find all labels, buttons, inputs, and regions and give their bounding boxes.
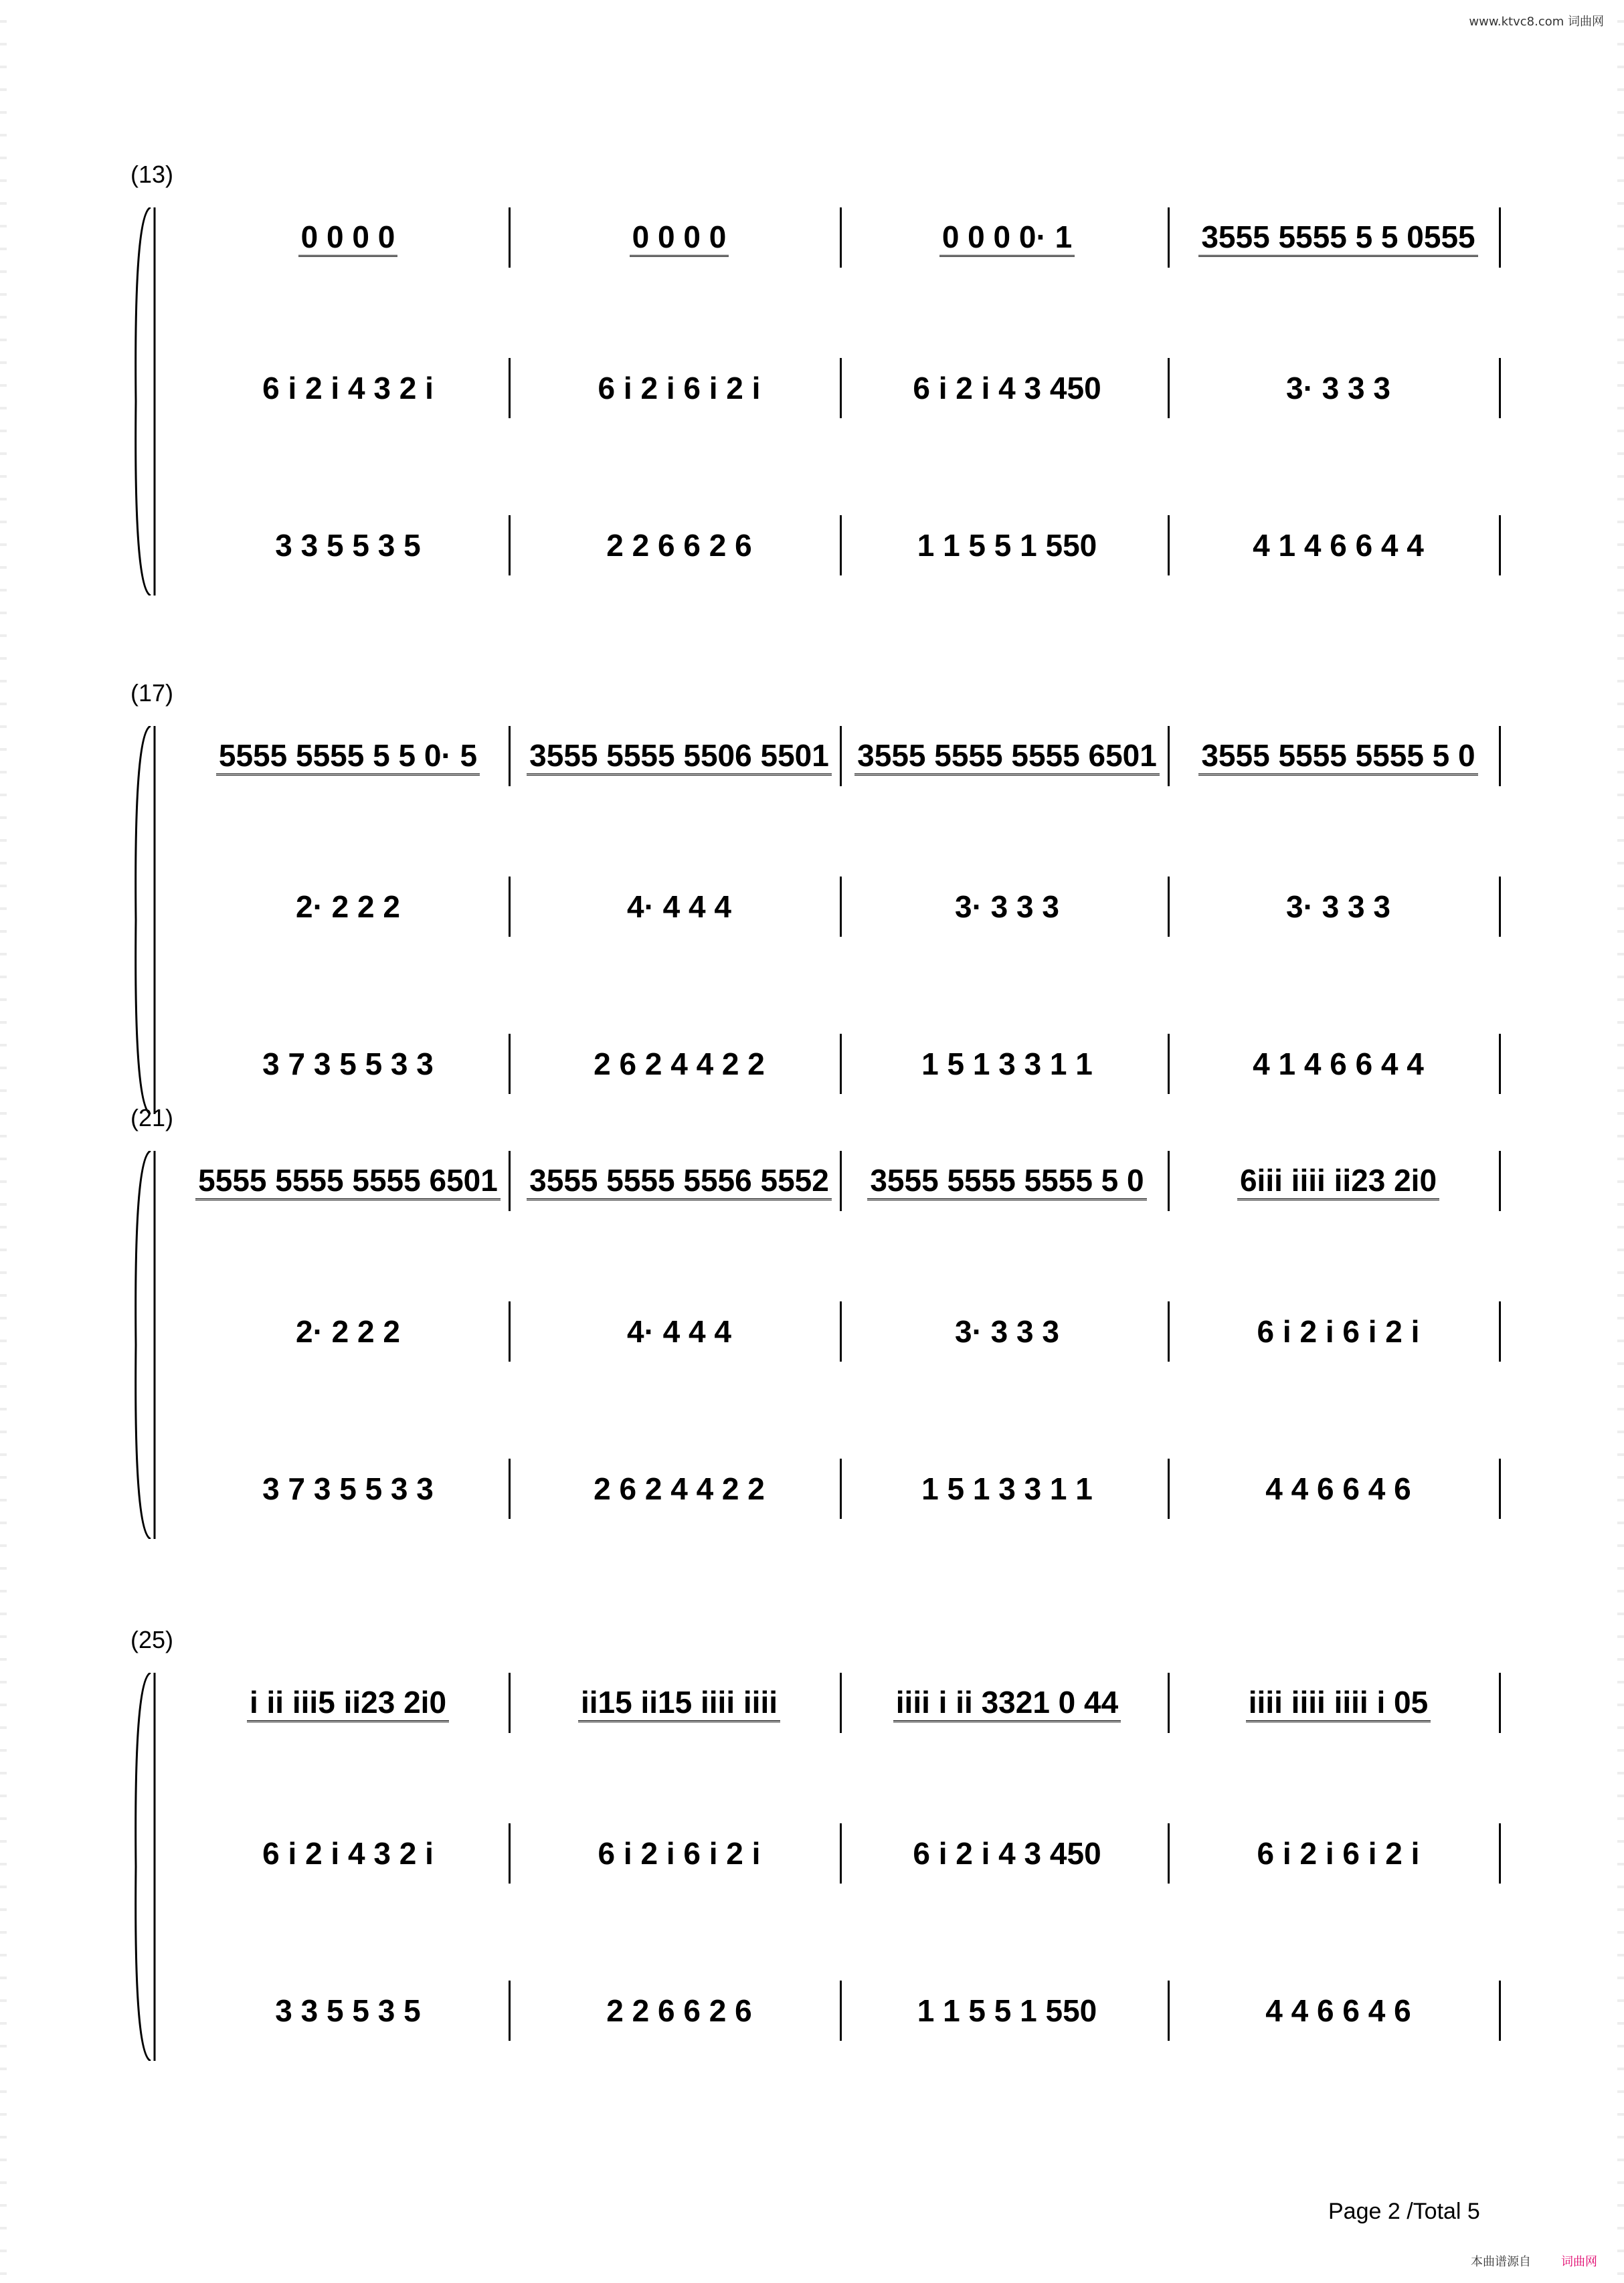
measure xyxy=(846,522,1168,569)
lower-staff xyxy=(187,1040,1485,1087)
notes: 4· 4 4 4 xyxy=(627,1314,731,1349)
system-number: (25) xyxy=(130,1626,174,1653)
barline xyxy=(840,1151,842,1211)
notes: 3555 5555 5 5 0555 xyxy=(1198,219,1477,257)
melody-staff xyxy=(187,214,1485,261)
notes: 2 2 6 6 2 6 xyxy=(606,1993,752,2028)
system-brace xyxy=(130,1673,157,2061)
notes: 6 i 2 i 4 3 450 xyxy=(913,1836,1101,1871)
barline xyxy=(1168,207,1170,268)
upper-staff xyxy=(187,1830,1485,1877)
measure xyxy=(1178,522,1499,569)
notes: 2 6 2 4 4 2 2 xyxy=(594,1046,765,1081)
notes: 2· 2 2 2 xyxy=(296,1314,400,1349)
measure xyxy=(1178,733,1499,780)
measure xyxy=(846,1040,1168,1087)
barline xyxy=(1499,1034,1501,1094)
barline xyxy=(1499,1151,1501,1211)
barline xyxy=(1499,1981,1501,2041)
notes: i ii iii5 ii23 2i0 xyxy=(247,1684,449,1722)
measure xyxy=(519,1040,840,1087)
notes: 6iii iiii ii23 2i0 xyxy=(1237,1162,1439,1200)
upper-staff xyxy=(187,883,1485,930)
measure xyxy=(187,522,509,569)
notes: 3 3 5 5 3 5 xyxy=(275,1993,421,2028)
notes: 4 4 6 6 4 6 xyxy=(1265,1471,1411,1506)
notes: iiii iiii iiii i 05 xyxy=(1246,1684,1431,1722)
melody-staff xyxy=(187,733,1485,780)
notes: 3 7 3 5 5 3 3 xyxy=(262,1471,434,1506)
system-brace xyxy=(130,726,157,1114)
left-page-edge xyxy=(0,0,7,2283)
notes: 3 3 5 5 3 5 xyxy=(275,528,421,563)
measure xyxy=(187,1158,509,1204)
system-brace xyxy=(130,207,157,596)
notes: ii15 ii15 iiii iiii xyxy=(578,1684,780,1722)
barline xyxy=(840,207,842,268)
measure xyxy=(187,1308,509,1355)
barline xyxy=(1499,1301,1501,1362)
source-watermark xyxy=(1471,2252,1597,2270)
barline xyxy=(840,726,842,786)
notes: 3· 3 3 3 xyxy=(955,889,1059,924)
barline xyxy=(840,515,842,575)
upper-staff xyxy=(187,365,1485,412)
measure xyxy=(519,883,840,930)
notes: 1 1 5 5 1 550 xyxy=(917,528,1097,563)
measure xyxy=(1178,883,1499,930)
measure xyxy=(1178,214,1499,261)
measure xyxy=(1178,365,1499,412)
measure xyxy=(1178,1158,1499,1204)
barline xyxy=(1499,207,1501,268)
notes: 6 i 2 i 4 3 2 i xyxy=(262,371,434,405)
barline xyxy=(840,1034,842,1094)
barline xyxy=(1168,1301,1170,1362)
notes: 2 6 2 4 4 2 2 xyxy=(594,1471,765,1506)
barline xyxy=(840,1823,842,1884)
page-indicator: Page 2 /Total 5 xyxy=(1328,2199,1480,2224)
notes: 1 5 1 3 3 1 1 xyxy=(921,1471,1093,1506)
measure xyxy=(846,1830,1168,1877)
notes: 0 0 0 0 xyxy=(298,219,398,257)
notes: 4 1 4 6 6 4 4 xyxy=(1253,528,1424,563)
notes: 3555 5555 5555 5 0 xyxy=(1198,737,1477,775)
lower-staff xyxy=(187,1465,1485,1512)
measure xyxy=(846,214,1168,261)
notes: 5555 5555 5555 6501 xyxy=(195,1162,501,1200)
notes: 6 i 2 i 6 i 2 i xyxy=(1257,1836,1420,1871)
measure xyxy=(1178,1040,1499,1087)
barline xyxy=(509,1034,511,1094)
barline xyxy=(509,1673,511,1733)
barline xyxy=(1168,1823,1170,1884)
barline xyxy=(509,515,511,575)
measure xyxy=(519,522,840,569)
site-watermark: www.ktvc8.com 词曲网 xyxy=(1469,15,1604,29)
notes: 6 i 2 i 6 i 2 i xyxy=(598,371,761,405)
melody-staff xyxy=(187,1679,1485,1726)
barline xyxy=(1499,1459,1501,1519)
barline xyxy=(1168,1673,1170,1733)
barline xyxy=(840,358,842,418)
notes: 3 7 3 5 5 3 3 xyxy=(262,1046,434,1081)
measure xyxy=(846,1308,1168,1355)
notes: 0 0 0 0 xyxy=(630,219,729,257)
barline xyxy=(1168,1981,1170,2041)
barline xyxy=(1499,1673,1501,1733)
barline xyxy=(509,1151,511,1211)
notes: 4· 4 4 4 xyxy=(627,889,731,924)
measure xyxy=(846,1158,1168,1204)
melody-staff xyxy=(187,1158,1485,1204)
barline xyxy=(1168,1459,1170,1519)
barline xyxy=(509,877,511,937)
notes: iiii i ii 3321 0 44 xyxy=(893,1684,1121,1722)
measure xyxy=(187,883,509,930)
measure xyxy=(519,1465,840,1512)
barline xyxy=(840,877,842,937)
barline xyxy=(509,1981,511,2041)
notes: 3555 5555 5506 5501 xyxy=(527,737,832,775)
measure xyxy=(187,1040,509,1087)
measure xyxy=(519,733,840,780)
system-number: (21) xyxy=(130,1104,174,1131)
system-number: (13) xyxy=(130,161,174,188)
barline xyxy=(1499,358,1501,418)
notes: 3· 3 3 3 xyxy=(1286,889,1390,924)
barline xyxy=(1168,358,1170,418)
barline xyxy=(1499,1823,1501,1884)
barline xyxy=(840,1981,842,2041)
measure xyxy=(519,365,840,412)
measure xyxy=(519,214,840,261)
notes: 6 i 2 i 6 i 2 i xyxy=(598,1836,761,1871)
barline xyxy=(1168,515,1170,575)
barline xyxy=(1168,1151,1170,1211)
notes: 3· 3 3 3 xyxy=(955,1314,1059,1349)
notes: 4 4 6 6 4 6 xyxy=(1265,1993,1411,2028)
barline xyxy=(509,1823,511,1884)
barline xyxy=(509,207,511,268)
measure xyxy=(1178,1830,1499,1877)
barline xyxy=(509,1459,511,1519)
measure xyxy=(519,1830,840,1877)
notes: 3555 5555 5555 5 0 xyxy=(867,1162,1146,1200)
measure xyxy=(187,1830,509,1877)
notes: 3555 5555 5556 5552 xyxy=(527,1162,832,1200)
measure xyxy=(187,1465,509,1512)
notes: 1 1 5 5 1 550 xyxy=(917,1993,1097,2028)
system-number: (17) xyxy=(130,679,174,707)
barline xyxy=(840,1459,842,1519)
lower-staff xyxy=(187,1987,1485,2034)
lower-staff xyxy=(187,522,1485,569)
measure xyxy=(187,1987,509,2034)
measure xyxy=(519,1158,840,1204)
measure xyxy=(519,1987,840,2034)
measure xyxy=(519,1308,840,1355)
notes: 0 0 0 0· 1 xyxy=(939,219,1075,257)
barline xyxy=(1168,877,1170,937)
measure xyxy=(846,883,1168,930)
notes: 6 i 2 i 4 3 450 xyxy=(913,371,1101,405)
barline xyxy=(1168,1034,1170,1094)
measure xyxy=(846,733,1168,780)
measure xyxy=(846,1465,1168,1512)
notes: 4 1 4 6 6 4 4 xyxy=(1253,1046,1424,1081)
barline xyxy=(509,358,511,418)
measure xyxy=(846,1987,1168,2034)
system-brace xyxy=(130,1151,157,1539)
measure xyxy=(187,1679,509,1726)
source-label: 本曲谱源自 xyxy=(1470,2255,1531,2268)
notes: 1 5 1 3 3 1 1 xyxy=(921,1046,1093,1081)
barline xyxy=(840,1301,842,1362)
notes: 6 i 2 i 4 3 2 i xyxy=(262,1836,434,1871)
source-site: 词曲网 xyxy=(1561,2255,1597,2268)
measure xyxy=(1178,1308,1499,1355)
notes: 2· 2 2 2 xyxy=(296,889,400,924)
measure xyxy=(187,365,509,412)
measure xyxy=(846,365,1168,412)
notes: 3555 5555 5555 6501 xyxy=(854,737,1160,775)
barline xyxy=(840,1673,842,1733)
measure xyxy=(187,214,509,261)
notes: 5555 5555 5 5 0· 5 xyxy=(216,737,480,775)
barline xyxy=(509,726,511,786)
barline xyxy=(1499,877,1501,937)
measure xyxy=(519,1679,840,1726)
right-page-edge xyxy=(1617,0,1624,2283)
measure xyxy=(1178,1679,1499,1726)
barline xyxy=(1168,726,1170,786)
notes: 6 i 2 i 6 i 2 i xyxy=(1257,1314,1420,1349)
measure xyxy=(1178,1987,1499,2034)
measure xyxy=(1178,1465,1499,1512)
barline xyxy=(509,1301,511,1362)
notes: 2 2 6 6 2 6 xyxy=(606,528,752,563)
measure xyxy=(187,733,509,780)
notes: 3· 3 3 3 xyxy=(1286,371,1390,405)
barline xyxy=(1499,515,1501,575)
measure xyxy=(846,1679,1168,1726)
barline xyxy=(1499,726,1501,786)
upper-staff xyxy=(187,1308,1485,1355)
